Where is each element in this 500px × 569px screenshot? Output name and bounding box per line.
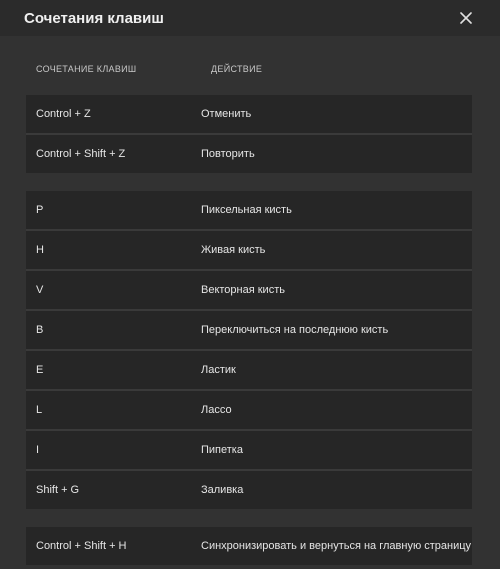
shortcut-key: B	[36, 324, 44, 336]
shortcut-row	[26, 351, 472, 391]
dialog-title: Сочетания клавиш	[24, 9, 164, 27]
shortcut-row	[26, 191, 472, 231]
shortcut-action: Живая кисть	[201, 244, 266, 256]
shortcut-row	[26, 95, 472, 135]
shortcut-action: Заливка	[201, 484, 244, 496]
shortcut-key: Control + Shift + Z	[36, 148, 126, 160]
column-header-action: ДЕЙСТВИЕ	[211, 64, 263, 74]
shortcut-action: Повторить	[201, 148, 255, 160]
shortcut-group-tools	[26, 191, 472, 509]
dialog-header	[0, 0, 500, 36]
shortcut-key: P	[36, 204, 44, 216]
shortcut-key: Control + Z	[36, 108, 91, 120]
shortcut-row	[26, 231, 472, 271]
shortcut-action: Лассо	[201, 404, 232, 416]
shortcut-row	[26, 431, 472, 471]
column-headers	[26, 57, 472, 81]
shortcut-action: Векторная кисть	[201, 284, 285, 296]
shortcut-key: I	[36, 444, 40, 456]
shortcut-group-edit	[26, 95, 472, 173]
shortcut-action: Пипетка	[201, 444, 243, 456]
shortcut-key: L	[36, 404, 43, 416]
shortcut-row	[26, 527, 472, 565]
shortcut-row	[26, 135, 472, 173]
close-button[interactable]	[458, 10, 474, 26]
shortcut-key: Control + Shift + H	[36, 540, 127, 552]
shortcut-action: Переключиться на последнюю кисть	[201, 324, 389, 336]
shortcut-row	[26, 391, 472, 431]
shortcut-group-sync	[26, 527, 472, 565]
shortcut-action: Ластик	[201, 364, 236, 376]
shortcut-row	[26, 271, 472, 311]
shortcut-action: Пиксельная кисть	[201, 204, 292, 216]
shortcut-key: Shift + G	[36, 484, 80, 496]
column-header-shortcut: СОЧЕТАНИЕ КЛАВИШ	[36, 64, 137, 74]
shortcut-row	[26, 311, 472, 351]
shortcut-key: H	[36, 244, 44, 256]
shortcut-action: Синхронизировать и вернуться на главную страницу	[201, 540, 472, 552]
close-icon	[460, 12, 472, 24]
shortcuts-content	[0, 57, 500, 565]
shortcut-row	[26, 471, 472, 509]
shortcut-action: Отменить	[201, 108, 252, 120]
shortcut-key: E	[36, 364, 44, 376]
shortcut-key: V	[36, 284, 44, 296]
